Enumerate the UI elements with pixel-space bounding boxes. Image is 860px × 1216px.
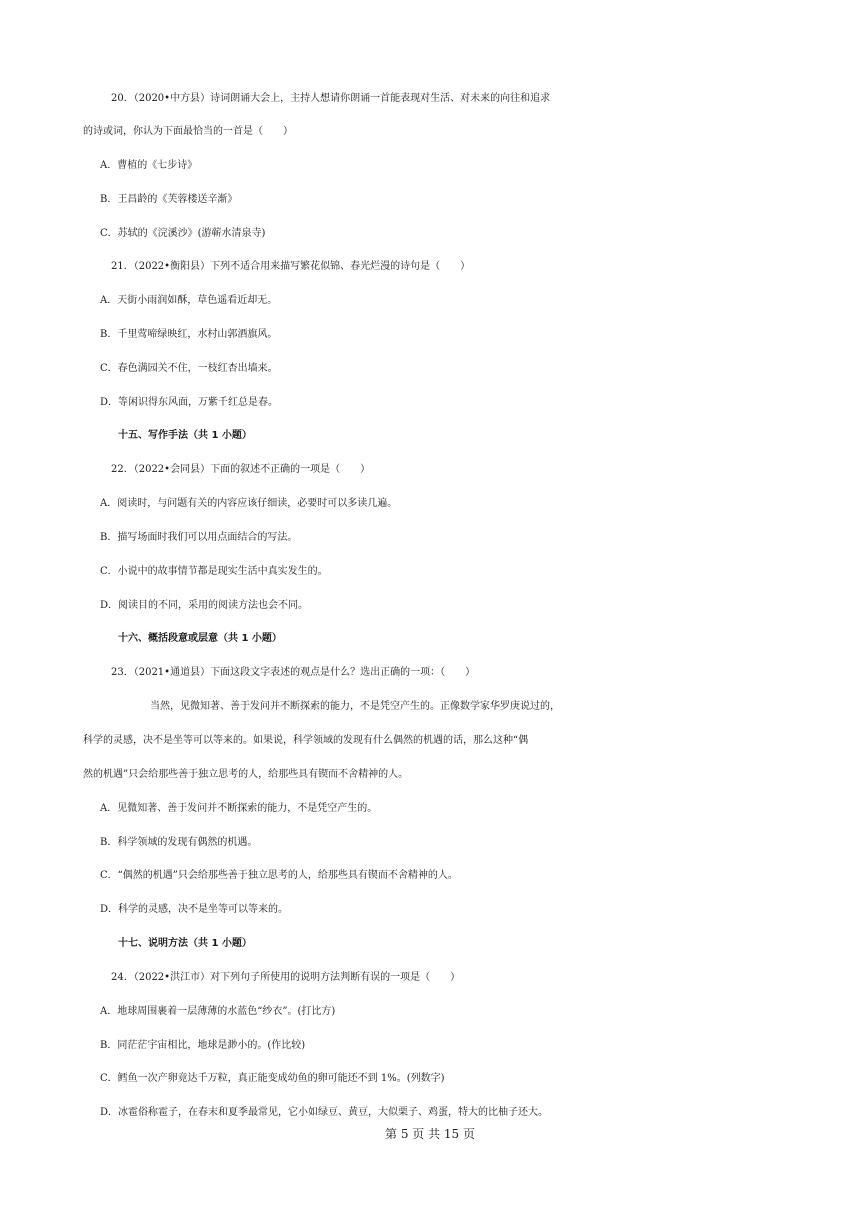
question-20-stem: 20．（2020•中方县）诗词朗诵大会上，主持人想请你朗诵一首能表现对生活、对未来的向往和追求	[111, 93, 551, 104]
question-24-option-c: C．鳕鱼一次产卵竟达千万粒，真正能变成幼鱼的卵可能还不到 1%。(列数字)	[100, 1073, 445, 1084]
question-23-option-b: B．科学领域的发现有偶然的机遇。	[100, 837, 258, 848]
question-22-option-d: D．阅读目的不同，采用的阅读方法也会不同。	[100, 600, 309, 611]
section-15-heading: 十五、写作手法（共 1 小题）	[118, 430, 252, 441]
question-22-option-b: B．描写场面时我们可以用点面结合的写法。	[100, 532, 298, 543]
question-21-option-a: A．天街小雨润如酥，草色遥看近却无。	[100, 295, 278, 306]
question-23-option-a: A．见微知著、善于发问并不断探索的能力，不是凭空产生的。	[100, 803, 378, 814]
question-24-option-a: A．地球周围裹着一层薄薄的水蓝色“纱衣”。(打比方)	[100, 1006, 336, 1017]
question-22-option-c: C．小说中的故事情节都是现实生活中真实发生的。	[100, 566, 328, 577]
question-23-passage-line-2: 科学的灵感，决不是坐等可以等来的。如果说，科学领域的发现有什么偶然的机遇的话，那么这种“偶	[83, 735, 529, 746]
question-21-option-c: C．春色满园关不住，一枝红杏出墙来。	[100, 363, 278, 374]
section-17-heading: 十七、说明方法（共 1 小题）	[118, 938, 252, 949]
page-footer: 第 5 页 共 15 页	[385, 1127, 475, 1141]
question-22-stem: 22．（2022•会同县）下面的叙述不正确的一项是（ ）	[111, 464, 371, 475]
section-16-heading: 十六、概括段意或层意（共 1 小题）	[118, 633, 282, 644]
question-20-option-c: C．苏轼的《浣溪沙》(游蕲水清泉寺)	[100, 228, 266, 239]
question-23-option-d: D．科学的灵感，决不是坐等可以等来的。	[100, 904, 289, 915]
question-23-passage-line-1: 当然，见微知著、善于发问并不断探索的能力，不是凭空产生的。正像数学家华罗庚说过的，	[150, 701, 560, 712]
question-23-option-c: C．“偶然的机遇”只会给那些善于独立思考的人，给那些具有锲而不舍精神的人。	[100, 870, 458, 881]
question-21-option-b: B．千里莺啼绿映红，水村山郭酒旗风。	[100, 329, 278, 340]
question-21-option-d: D．等闲识得东风面，万紫千红总是春。	[100, 397, 279, 408]
question-24-option-d: D．冰雹俗称雹子，在春末和夏季最常见，它小如绿豆、黄豆，大似栗子、鸡蛋，特大的比柚子还大。	[100, 1107, 549, 1118]
question-24-option-b: B．同茫茫宇宙相比，地球是渺小的。(作比较)	[100, 1040, 306, 1051]
question-23-stem: 23．（2021•通道县）下面这段文字表述的观点是什么？选出正确的一项：（ ）	[111, 667, 476, 678]
question-20-option-b: B．王昌龄的《芙蓉楼送辛渐》	[100, 194, 238, 205]
question-20-stem-cont: 的诗或词，你认为下面最恰当的一首是（ ）	[83, 126, 293, 137]
question-22-option-a: A．阅读时，与问题有关的内容应该仔细读，必要时可以多读几遍。	[100, 498, 398, 509]
question-21-stem: 21．（2022•衡阳县）下列不适合用来描写繁花似锦、春光烂漫的诗句是（ ）	[111, 261, 471, 272]
question-24-stem: 24．（2022•洪江市）对下列句子所使用的说明方法判断有误的一项是（ ）	[111, 972, 461, 983]
question-23-passage-line-3: 然的机遇”只会给那些善于独立思考的人，给那些具有锲而不舍精神的人。	[83, 769, 409, 780]
question-20-option-a: A．曹植的《七步诗》	[100, 160, 198, 171]
